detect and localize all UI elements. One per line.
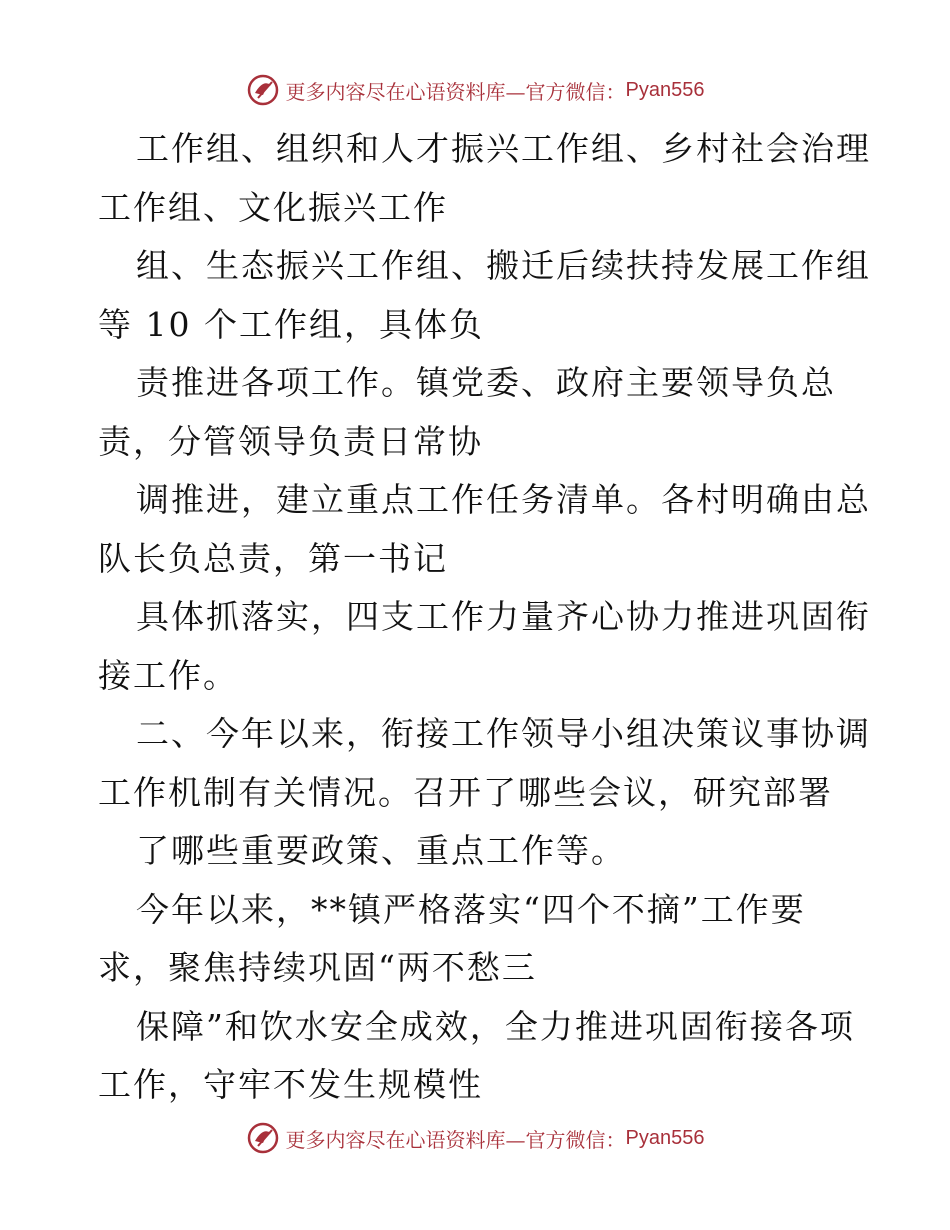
banner-wechat-id: Pyan556 [625,1126,705,1149]
footer-banner [0,1118,950,1158]
text-line: 等 10 个工作组，具体负 [98,304,484,344]
document-body [98,120,871,1115]
text-line: 工作机制有关情况。召开了哪些会议，研究部署 [98,772,833,812]
text-line: 具体抓落实，四支工作力量齐心协力推进巩固衔 [136,597,871,636]
text-line: 今年以来，**镇严格落实“四个不摘”工作要 [136,889,806,929]
text-line: 二、今年以来，衔接工作领导小组决策议事协调 [136,714,871,753]
text-line: 组、生态振兴工作组、搬迁后续扶持发展工作组 [136,246,871,285]
text-line: 工作组、文化振兴工作 [98,187,448,227]
text-line: 接工作。 [98,655,238,695]
banner-text: 更多内容尽在心语资料库—官方微信： [285,1127,626,1152]
banner-text: 更多内容尽在心语资料库—官方微信： [285,79,626,104]
text-line: 工作组、组织和人才振兴工作组、乡村社会治理 [136,129,871,168]
text-line: 调推进，建立重点工作任务清单。各村明确由总 [136,480,871,519]
text-line: 了哪些重要政策、重点工作等。 [136,831,626,870]
seal-logo-icon [246,1121,280,1155]
banner-wechat-id: Pyan556 [625,78,705,101]
header-banner [0,70,950,110]
text-line: 责，分管领导负责日常协 [98,421,483,461]
text-line: 保障”和饮水安全成效，全力推进巩固衔接各项 [136,1006,855,1046]
text-line: 责推进各项工作。镇党委、政府主要领导负总 [136,363,836,402]
text-line: 工作，守牢不发生规模性 [98,1065,483,1104]
text-line: 队长负总责，第一书记 [98,538,448,578]
seal-logo-icon [246,73,280,107]
text-line: 求，聚焦持续巩固“两不愁三 [98,948,537,987]
